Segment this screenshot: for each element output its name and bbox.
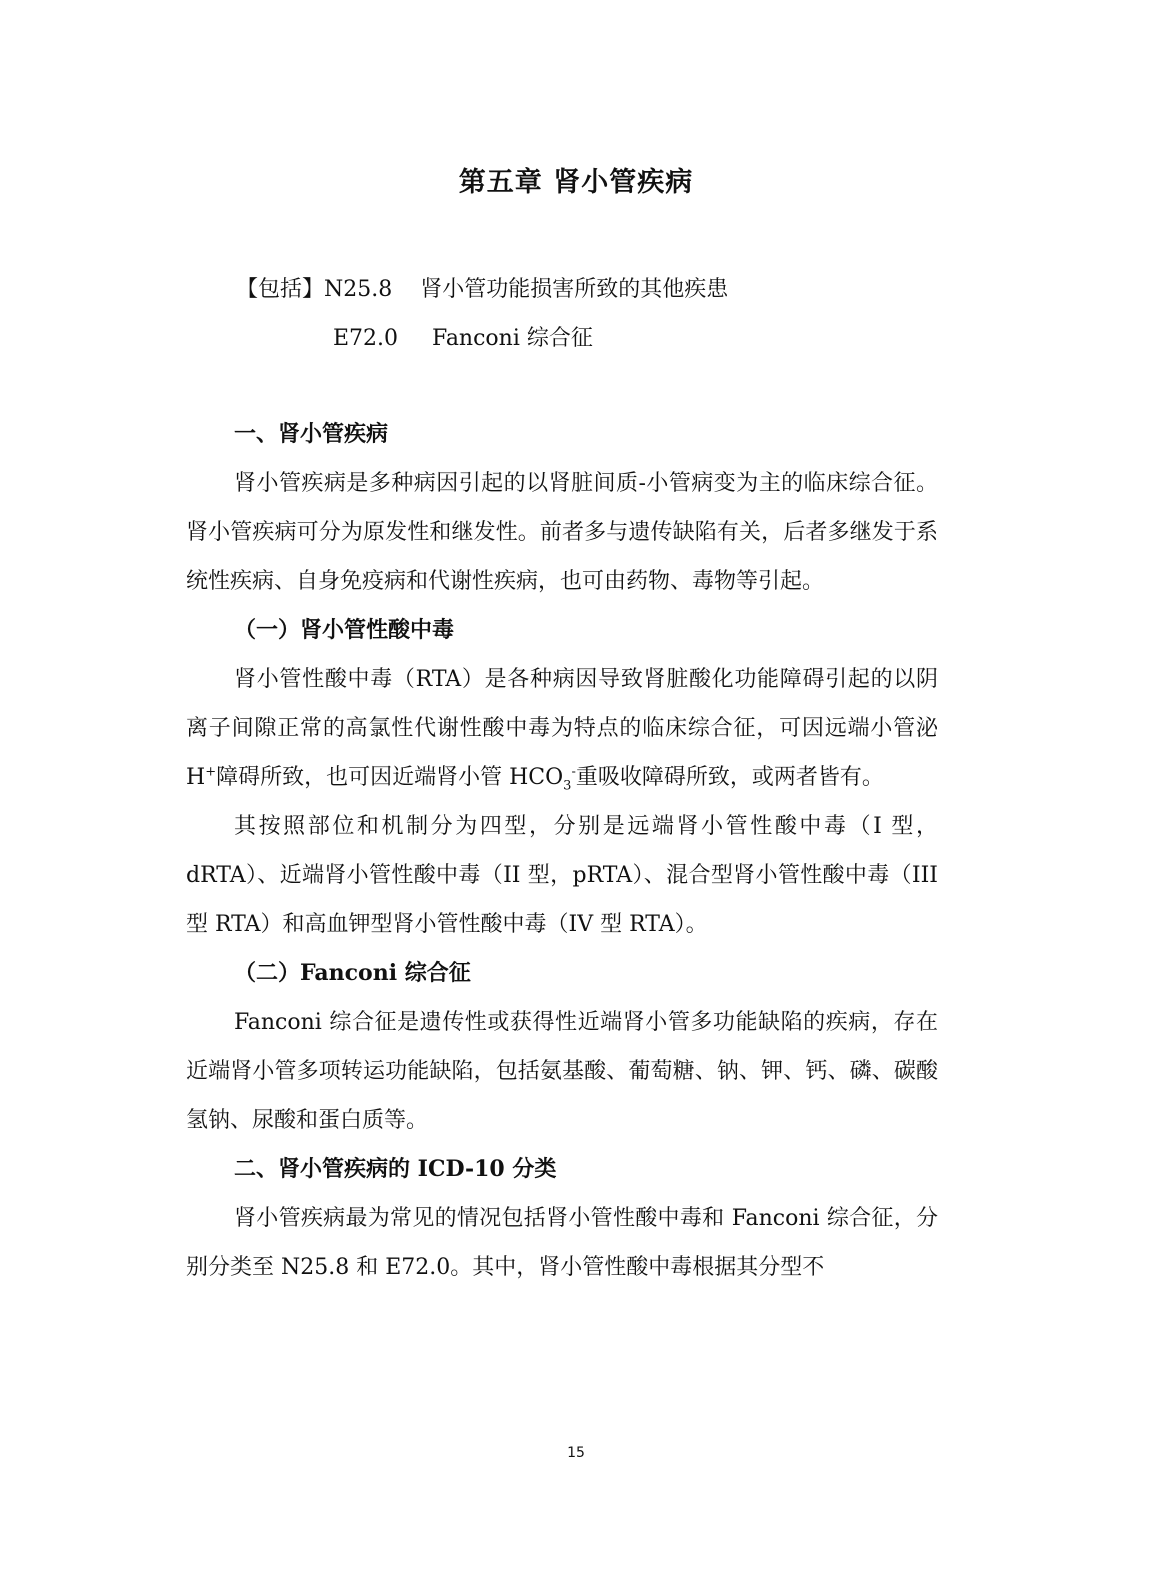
chapter-title: 第五章 肾小管疾病 bbox=[458, 167, 694, 198]
includes-line-1 bbox=[236, 272, 728, 303]
page-number: 15 bbox=[567, 1445, 585, 1461]
paragraph bbox=[186, 655, 938, 802]
paragraph: 肾小管疾病最为常见的情况包括肾小管性酸中毒和 Fanconi 综合征，分别分类至 N25.8 和 E72.0。其中，肾小管性酸中毒根据其分型不 bbox=[186, 1206, 938, 1280]
text-run: 肾小管性酸中毒（RTA）是各种病因导致肾脏酸化功能障碍引起的以阴离子间隙正常的高氯性代谢性酸中毒为特点的临床综合征，可因远端小管泌 H bbox=[186, 667, 938, 790]
paragraph: 肾小管疾病是多种病因引起的以肾脏间质-小管病变为主的临床综合征。肾小管疾病可分为原发性和继发性。前者多与遗传缺陷有关，后者多继发于系统性疾病、自身免疫病和代谢性疾病，也可由药物、毒物等引起。 bbox=[186, 471, 938, 594]
paragraph: Fanconi 综合征是遗传性或获得性近端肾小管多功能缺陷的疾病，存在近端肾小管多项转运功能缺陷，包括氨基酸、葡萄糖、钠、钾、钙、磷、碳酸氢钠、尿酸和蛋白质等。 bbox=[186, 1010, 938, 1133]
superscript: - bbox=[571, 764, 576, 780]
paragraph: 其按照部位和机制分为四型，分别是远端肾小管性酸中毒（I 型，dRTA）、近端肾小管性酸中毒（II 型，pRTA）、混合型肾小管性酸中毒（III 型 RTA）和高血钾型肾小管性酸中毒（IV 型 RTA）。 bbox=[186, 814, 938, 937]
superscript: + bbox=[205, 764, 217, 780]
text-run: 重吸收障碍所致，或两者皆有。 bbox=[575, 765, 884, 790]
text-run: 障碍所致，也可因近端肾小管 HCO bbox=[216, 765, 564, 790]
subsection-heading: （一）肾小管性酸中毒 bbox=[234, 617, 455, 643]
document-body bbox=[186, 410, 938, 1292]
include-name: Fanconi 综合征 bbox=[432, 326, 593, 351]
includes-label: 【包括】 bbox=[236, 277, 325, 302]
include-code: E72.0 bbox=[333, 326, 399, 351]
includes-line-2 bbox=[333, 321, 593, 352]
include-code: N25.8 bbox=[324, 277, 393, 302]
subsection-heading: （二）Fanconi 综合征 bbox=[234, 960, 471, 986]
section-heading: 一、肾小管疾病 bbox=[234, 421, 389, 447]
subscript: 3 bbox=[563, 778, 572, 794]
include-name: 肾小管功能损害所致的其他疾患 bbox=[420, 277, 729, 302]
section-heading: 二、肾小管疾病的 ICD-10 分类 bbox=[234, 1156, 557, 1182]
